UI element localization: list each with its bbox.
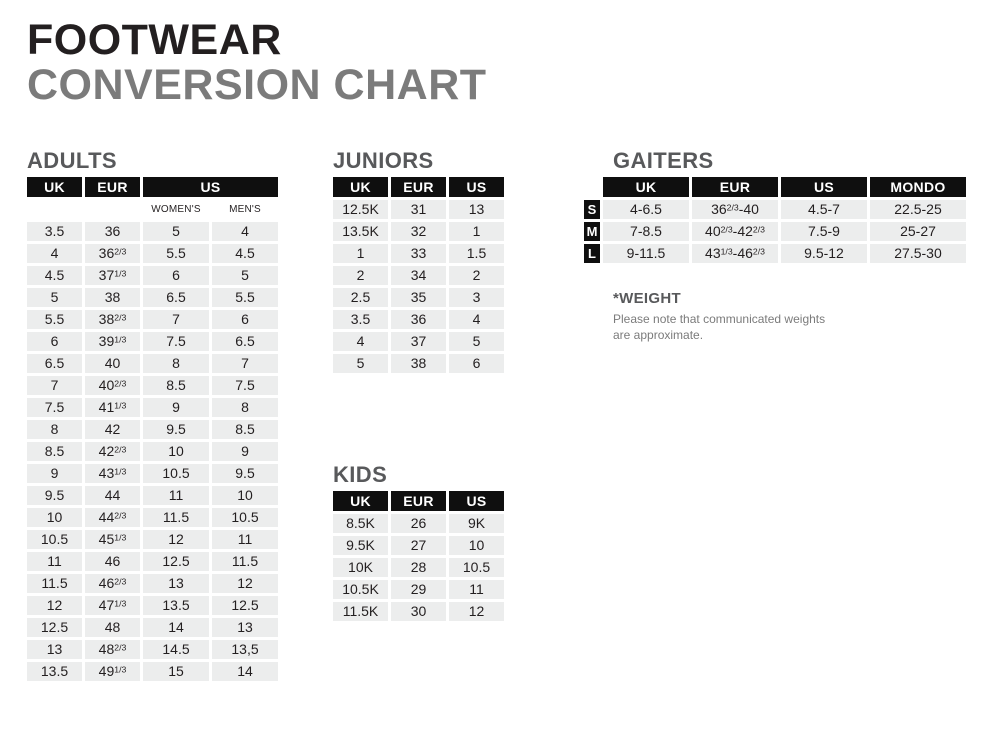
cell-us-mens: 7.5: [212, 376, 278, 395]
cell-eur: 35: [391, 288, 446, 307]
size-label: S: [584, 200, 600, 219]
cell-us-womens: 5.5: [143, 244, 209, 263]
title-line-2: CONVERSION CHART: [27, 61, 487, 110]
cell-uk: 9-11.5: [603, 244, 689, 263]
cell-uk: 10K: [333, 558, 388, 577]
cell-us-mens: 12: [212, 574, 278, 593]
cell-us: 5: [449, 332, 504, 351]
cell-us-womens: 10: [143, 442, 209, 461]
table-header-row: [27, 177, 278, 197]
cell-eur: 28: [391, 558, 446, 577]
cell-uk: 12: [27, 596, 82, 615]
table-row: [333, 266, 504, 285]
cell-uk: 4: [333, 332, 388, 351]
cell-uk: 4.5: [27, 266, 82, 285]
cell-uk: 7.5: [27, 398, 82, 417]
column-header-eur: EUR: [85, 177, 140, 197]
table-row: [333, 222, 504, 241]
column-header-us: US: [449, 491, 504, 511]
cell-eur: $44^{2/3}$: [85, 508, 140, 527]
cell-us-mens: 8: [212, 398, 278, 417]
cell-us-mens: 12.5: [212, 596, 278, 615]
cell-eur: $40^{2/3}-42^{2/3}$: [692, 222, 778, 241]
cell-us: 2: [449, 266, 504, 285]
cell-uk: 8.5K: [333, 514, 388, 533]
cell-eur: 34: [391, 266, 446, 285]
cell-us: 11: [449, 580, 504, 599]
table-kids: [330, 488, 507, 624]
table-row: [333, 332, 504, 351]
cell-uk: 9: [27, 464, 82, 483]
cell-eur: $38^{2/3}$: [85, 310, 140, 329]
cell-eur: $43^{1/3}$: [85, 464, 140, 483]
column-header-uk: UK: [333, 177, 388, 197]
cell-eur: $42^{2/3}$: [85, 442, 140, 461]
table-gaiters: [581, 174, 969, 266]
cell-us: 1: [449, 222, 504, 241]
subheader-mens: MEN'S: [212, 200, 278, 219]
cell-eur: 37: [391, 332, 446, 351]
cell-uk: 7: [27, 376, 82, 395]
subheader-blank-eur: [85, 200, 140, 219]
cell-us-mens: 5.5: [212, 288, 278, 307]
size-label: M: [584, 222, 600, 241]
table-row: [333, 200, 504, 219]
cell-eur: $45^{1/3}$: [85, 530, 140, 549]
cell-eur: $46^{2/3}$: [85, 574, 140, 593]
cell-uk: 10.5: [27, 530, 82, 549]
cell-us-womens: 14: [143, 618, 209, 637]
table-header-row: [333, 491, 504, 511]
column-header-us: US: [449, 177, 504, 197]
cell-uk: 11.5K: [333, 602, 388, 621]
cell-eur: 33: [391, 244, 446, 263]
cell-us: 7.5-9: [781, 222, 867, 241]
cell-uk: 6.5: [27, 354, 82, 373]
cell-uk: 9.5: [27, 486, 82, 505]
cell-us-womens: 7: [143, 310, 209, 329]
cell-us-mens: 9: [212, 442, 278, 461]
cell-us-mens: 9.5: [212, 464, 278, 483]
cell-uk: 13.5K: [333, 222, 388, 241]
cell-eur: $48^{2/3}$: [85, 640, 140, 659]
cell-us-womens: 8.5: [143, 376, 209, 395]
cell-mondo: 25-27: [870, 222, 966, 241]
cell-us-mens: 11: [212, 530, 278, 549]
table-row: [27, 310, 278, 329]
table-row: [27, 288, 278, 307]
cell-uk: 7-8.5: [603, 222, 689, 241]
cell-uk: 6: [27, 332, 82, 351]
cell-us: 3: [449, 288, 504, 307]
cell-us-mens: 6.5: [212, 332, 278, 351]
section-heading-kids: KIDS: [333, 462, 388, 487]
cell-us-womens: 11: [143, 486, 209, 505]
table-row: [27, 354, 278, 373]
cell-uk: 9.5K: [333, 536, 388, 555]
cell-eur: $39^{1/3}$: [85, 332, 140, 351]
cell-eur: 29: [391, 580, 446, 599]
weight-note-text: Please note that communicated weights are approximate.: [613, 312, 826, 343]
cell-uk: 8: [27, 420, 82, 439]
table-row: [27, 332, 278, 351]
cell-us: 12: [449, 602, 504, 621]
cell-uk: 12.5: [27, 618, 82, 637]
title-line-1: FOOTWEAR: [27, 16, 282, 64]
cell-uk: 4: [27, 244, 82, 263]
cell-eur: 40: [85, 354, 140, 373]
table-row: [27, 574, 278, 593]
table-row: [333, 602, 504, 621]
cell-eur: $49^{1/3}$: [85, 662, 140, 681]
column-header-us: US: [781, 177, 867, 197]
cell-eur: 30: [391, 602, 446, 621]
cell-us-womens: 9: [143, 398, 209, 417]
table-row: [584, 222, 966, 241]
table-row: [584, 244, 966, 263]
cell-us-womens: 12.5: [143, 552, 209, 571]
cell-us: 1.5: [449, 244, 504, 263]
cell-eur: 44: [85, 486, 140, 505]
cell-uk: 5: [27, 288, 82, 307]
column-header-eur: EUR: [692, 177, 778, 197]
cell-us-womens: 7.5: [143, 332, 209, 351]
cell-uk: 13.5: [27, 662, 82, 681]
table-juniors: [330, 174, 507, 376]
cell-us-womens: 14.5: [143, 640, 209, 659]
cell-us-womens: 6: [143, 266, 209, 285]
table-row: [27, 266, 278, 285]
cell-uk: 3.5: [27, 222, 82, 241]
cell-uk: 1: [333, 244, 388, 263]
cell-eur: 36: [391, 310, 446, 329]
column-header-uk: UK: [333, 491, 388, 511]
table-row: [27, 420, 278, 439]
column-header-eur: EUR: [391, 177, 446, 197]
cell-us-mens: 14: [212, 662, 278, 681]
table-row: [27, 464, 278, 483]
table-row: [27, 486, 278, 505]
cell-eur: $40^{2/3}$: [85, 376, 140, 395]
section-heading-juniors: JUNIORS: [333, 148, 434, 173]
table-row: [27, 618, 278, 637]
cell-us-mens: 11.5: [212, 552, 278, 571]
page-title: [27, 18, 487, 108]
table-row: [27, 508, 278, 527]
cell-us-womens: 6.5: [143, 288, 209, 307]
cell-mondo: 27.5-30: [870, 244, 966, 263]
cell-us-womens: 8: [143, 354, 209, 373]
cell-us-mens: 4: [212, 222, 278, 241]
column-header-mondo: MONDO: [870, 177, 966, 197]
cell-eur: $47^{1/3}$: [85, 596, 140, 615]
cell-us-womens: 9.5: [143, 420, 209, 439]
cell-eur: 31: [391, 200, 446, 219]
cell-us-mens: 10: [212, 486, 278, 505]
weight-note-title: *WEIGHT: [613, 290, 681, 307]
cell-us: 10.5: [449, 558, 504, 577]
cell-uk: 5: [333, 354, 388, 373]
table-row: [27, 662, 278, 681]
cell-us-mens: 6: [212, 310, 278, 329]
cell-uk: 8.5: [27, 442, 82, 461]
cell-eur: 38: [85, 288, 140, 307]
table-row: [333, 354, 504, 373]
subheader-blank-uk: [27, 200, 82, 219]
cell-uk: 3.5: [333, 310, 388, 329]
cell-uk: 11.5: [27, 574, 82, 593]
column-header-eur: EUR: [391, 491, 446, 511]
cell-uk: 2.5: [333, 288, 388, 307]
weight-note: [613, 290, 843, 343]
cell-eur: $37^{1/3}$: [85, 266, 140, 285]
cell-us-mens: 5: [212, 266, 278, 285]
cell-us-womens: 13.5: [143, 596, 209, 615]
cell-us: 9.5-12: [781, 244, 867, 263]
cell-uk: 10: [27, 508, 82, 527]
cell-us: 9K: [449, 514, 504, 533]
cell-us-mens: 4.5: [212, 244, 278, 263]
table-row: [27, 640, 278, 659]
cell-eur: 48: [85, 618, 140, 637]
table-adults: [24, 174, 281, 684]
table-row: [27, 530, 278, 549]
cell-us: 13: [449, 200, 504, 219]
cell-us-mens: 7: [212, 354, 278, 373]
table-row: [27, 376, 278, 395]
table-row: [27, 398, 278, 417]
section-heading-gaiters: GAITERS: [613, 148, 714, 173]
cell-eur: 46: [85, 552, 140, 571]
cell-uk: 12.5K: [333, 200, 388, 219]
cell-eur: 27: [391, 536, 446, 555]
table-row: [27, 442, 278, 461]
cell-uk: 5.5: [27, 310, 82, 329]
cell-eur: $43^{1/3}-46^{2/3}$: [692, 244, 778, 263]
cell-us-mens: 8.5: [212, 420, 278, 439]
cell-us-mens: 10.5: [212, 508, 278, 527]
subheader-womens: WOMEN'S: [143, 200, 209, 219]
cell-uk: 4-6.5: [603, 200, 689, 219]
section-heading-adults: ADULTS: [27, 148, 117, 173]
table-row: [27, 244, 278, 263]
cell-us-womens: 12: [143, 530, 209, 549]
cell-eur: $41^{1/3}$: [85, 398, 140, 417]
table-row: [333, 244, 504, 263]
table-subheader-row: [27, 200, 278, 219]
column-header-uk: UK: [27, 177, 82, 197]
cell-us-womens: 13: [143, 574, 209, 593]
table-row: [27, 596, 278, 615]
column-header-us: US: [143, 177, 278, 197]
cell-us-mens: 13,5: [212, 640, 278, 659]
cell-mondo: 22.5-25: [870, 200, 966, 219]
table-row: [27, 222, 278, 241]
column-header-uk: UK: [603, 177, 689, 197]
table-row: [333, 310, 504, 329]
cell-uk: 10.5K: [333, 580, 388, 599]
cell-us: 6: [449, 354, 504, 373]
table-header-row: [584, 177, 966, 197]
table-row: [333, 580, 504, 599]
cell-eur: 26: [391, 514, 446, 533]
cell-us-womens: 15: [143, 662, 209, 681]
cell-us: 4.5-7: [781, 200, 867, 219]
cell-us-mens: 13: [212, 618, 278, 637]
cell-us: 10: [449, 536, 504, 555]
table-header-row: [333, 177, 504, 197]
table-row: [333, 288, 504, 307]
cell-eur: 42: [85, 420, 140, 439]
cell-eur: $36^{2/3}-40$: [692, 200, 778, 219]
cell-uk: 2: [333, 266, 388, 285]
cell-eur: $36^{2/3}$: [85, 244, 140, 263]
table-row: [27, 552, 278, 571]
cell-eur: 36: [85, 222, 140, 241]
cell-us: 4: [449, 310, 504, 329]
size-label-blank: [584, 177, 600, 197]
size-label: L: [584, 244, 600, 263]
cell-us-womens: 11.5: [143, 508, 209, 527]
cell-us-womens: 5: [143, 222, 209, 241]
table-row: [333, 536, 504, 555]
table-row: [584, 200, 966, 219]
table-row: [333, 558, 504, 577]
table-row: [333, 514, 504, 533]
cell-eur: 32: [391, 222, 446, 241]
cell-uk: 11: [27, 552, 82, 571]
cell-eur: 38: [391, 354, 446, 373]
cell-uk: 13: [27, 640, 82, 659]
cell-us-womens: 10.5: [143, 464, 209, 483]
